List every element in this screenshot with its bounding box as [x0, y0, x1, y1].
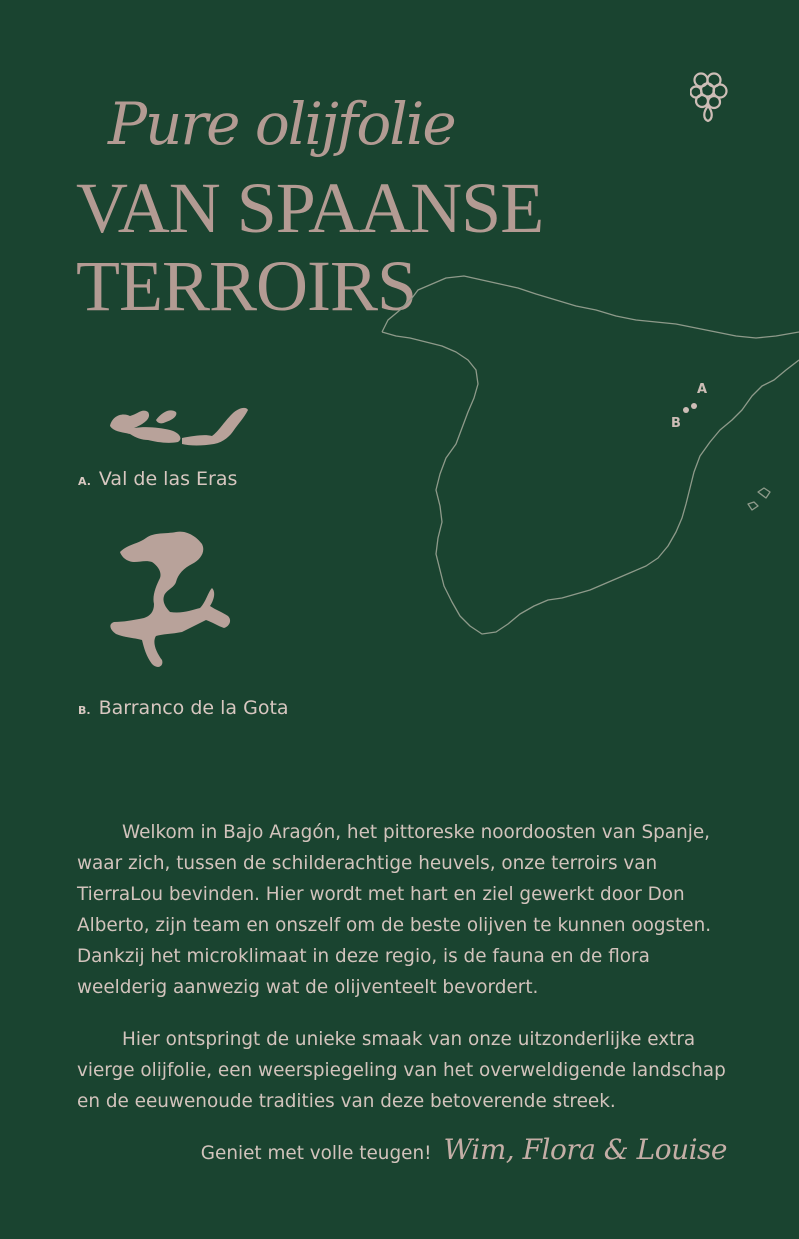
terroir-label-b: [78, 697, 289, 719]
title-line-2: TERROIRS: [76, 246, 417, 326]
terroir-name-b: Barranco de la Gota: [98, 697, 289, 719]
terroir-letter-b: B.: [78, 704, 91, 717]
intro-paragraph-2: Hier ontspringt de unieke smaak van onze uitzonderlijke extra vierge olijfolie, een weerspiegeling van het overweldigende landschap en de eeuwenoude tradities van deze betoverende streek.: [77, 1029, 726, 1112]
map-marker-label-b: B: [671, 416, 681, 431]
terroir-name-a: Val de las Eras: [98, 468, 238, 490]
signoff-text: Geniet met volle teugen!: [200, 1143, 432, 1164]
terroir-label-a: [78, 468, 237, 490]
signoff-names: Wim, Flora & Louise: [443, 1133, 727, 1166]
signoff: [201, 1133, 727, 1166]
terroir-a-shape: [108, 402, 250, 448]
map-marker-a: [691, 403, 697, 409]
intro-paragraph-1: Welkom in Bajo Aragón, het pittoreske noordoosten van Spanje, waar zich, tussen de schilderachtige heuvels, onze terroirs van TierraLou bevinden. Hier wordt met hart en ziel gewerkt door Don Alberto, zijn team en onszelf om de beste olijven te kunnen oogsten. Dankzij het microklimaat in deze regio, is de fauna en de flora weelderig aanwezig wat de olijventeelt bevordert.: [77, 822, 712, 998]
spain-map-outline: [360, 260, 799, 650]
title-script: Pure olijfolie: [108, 90, 455, 158]
map-marker-b: [683, 407, 689, 413]
terroir-letter-a: A.: [78, 475, 91, 488]
map-marker-label-a: A: [697, 382, 708, 397]
terroir-b-shape: [106, 530, 234, 670]
title-line-1: VAN SPAANSE: [76, 168, 544, 248]
olive-cluster-icon: [690, 70, 730, 126]
